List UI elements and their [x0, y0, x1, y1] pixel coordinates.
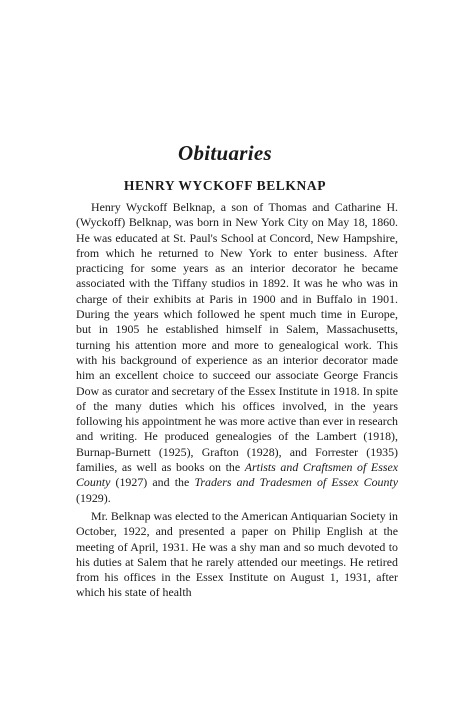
paragraph-1-text-c: (1929). — [76, 490, 111, 505]
paragraph-1-text-a: Henry Wyckoff Belknap, a son of Thomas and Catharine H. (Wyckoff) Belknap, was born in New York City on May 18, 1860. He was educated at St. Paul's School at Concord, New Hampshire, from which he returned to New York to enter business. After practicing for some years as an interior decorator he became associated with the Tiffany studios in 1892. It was he who was in charge of their exhibits at Paris in 1900 and in Buffalo in 1901. During the years which followed he spent much time in Europe, but in 1905 he established himself in Salem, Massachusetts, turning his attention more and more to genealogical work. This with his background of experience as an interior decorator made him an excellent choice to succeed our associate George Francis Dow as curator and secretary of the Essex Institute in 1918. In spite of the many duties which his offices involved, in the years following his appointment he was more active than ever in research and writing. He produced genealogies of the Lambert (1918), Burnap-Burnett (1925), Grafton (1928), and Forrester (1935) families, as well as books on the — [76, 200, 398, 475]
obituary-body — [76, 200, 398, 605]
book-title-traders-and-tradesmen: Traders and Tradesmen of Essex County — [194, 475, 398, 490]
section-title: Obituaries — [177, 141, 272, 165]
paragraph-1-text-b: (1927) and the — [110, 475, 195, 490]
obituary-paragraph-1 — [76, 200, 398, 506]
book-title-artists-and-craftsmen: Artists and Craftsmen of Essex County — [76, 460, 398, 490]
obituary-paragraph-2: Mr. Belknap was elected to the American Antiquarian Society in October, 1922, and presented a paper on Philip English at the meeting of April, 1931. He was a shy man and so much devoted to his duties at Salem that he rarely attended our meetings. He retired from his offices in the Essex Institute on August 1, 1931, after which his state of health — [76, 508, 398, 600]
obituary-heading: HENRY WYCKOFF BELKNAP — [123, 178, 327, 193]
